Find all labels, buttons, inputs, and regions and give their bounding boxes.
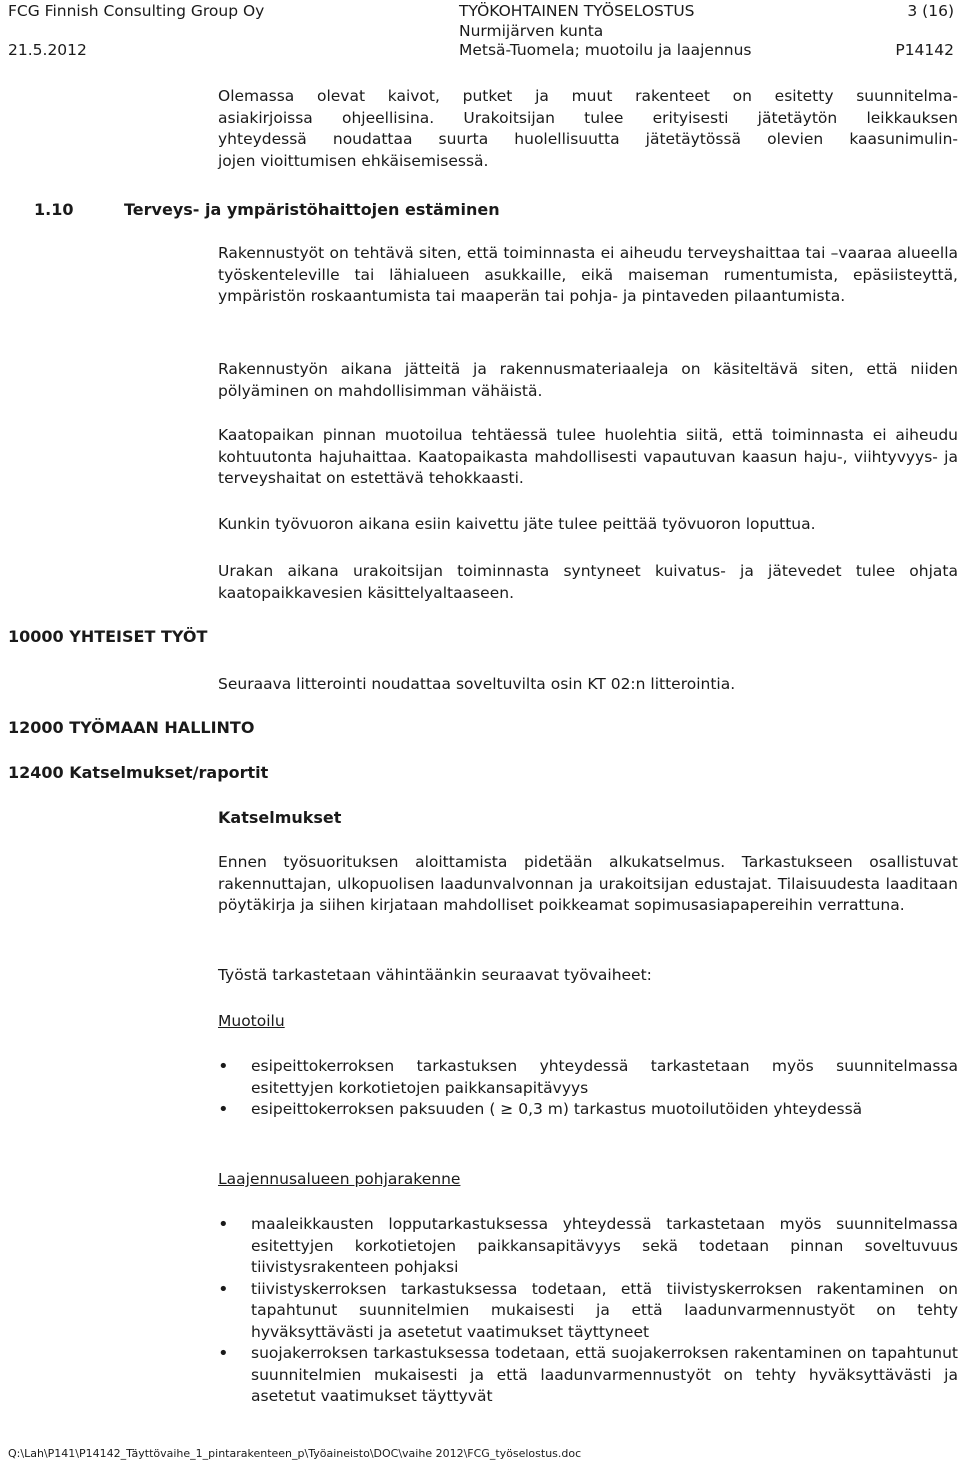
document-title: TYÖKOHTAINEN TYÖSELOSTUS bbox=[459, 2, 695, 20]
list-item: • maaleikkausten lopputarkastuksessa yhteydessä tarkastetaan myös suunnitelmassa esitettyjen korkotietojen paikkansapitävyys sekä todetaan pinnan soveltuvuus tiivistysrakenteen pohjaksi bbox=[218, 1214, 958, 1279]
heading-10000: 10000 YHTEISET TYÖT bbox=[8, 627, 208, 646]
list-item: • esipeittokerroksen paksuuden ( ≥ 0,3 m) tarkastus muotoilutöiden yhteydessä bbox=[218, 1099, 958, 1121]
document-date: 21.5.2012 bbox=[8, 41, 87, 59]
laajennus-list bbox=[218, 1214, 958, 1408]
katselmukset-intro: Työstä tarkastetaan vähintäänkin seuraavat työvaiheet: bbox=[218, 966, 652, 984]
litterointi-note: Seuraava litterointi noudattaa soveltuvilta osin KT 02:n litterointia. bbox=[218, 675, 736, 693]
section-paragraph: Rakennustyöt on tehtävä siten, että toiminnasta ei aiheudu terveyshaittaa tai –vaaraa alueella työskenteleville tai lähialueen asukkaille, eikä maiseman rumentumista, epäsiisteyttä, ympäristön roskaantumista tai maaperän tai pohja- ja pintaveden pilaantumista. bbox=[218, 244, 958, 305]
heading-12400: 12400 Katselmukset/raportit bbox=[8, 763, 269, 782]
project-number: P14142 bbox=[895, 41, 954, 59]
section-paragraph: Rakennustyön aikana jätteitä ja rakennusmateriaaleja on käsiteltävä siten, että niiden pölyäminen on mahdollisimman vähäistä. bbox=[218, 360, 958, 400]
intro-line: yhteydessä noudattaa suurta huolellisuutta jätetäytössä olevien kaasunimulin- bbox=[218, 130, 958, 148]
project-name: Metsä-Tuomela; muotoilu ja laajennus bbox=[459, 41, 752, 59]
muotoilu-subheading: Muotoilu bbox=[218, 1012, 285, 1030]
company-name: FCG Finnish Consulting Group Oy bbox=[8, 2, 265, 20]
muotoilu-list bbox=[218, 1056, 958, 1121]
section-heading: Terveys- ja ympäristöhaittojen estäminen bbox=[124, 200, 500, 219]
list-item: • tiivistyskerroksen tarkastuksessa todetaan, että tiivistyskerroksen rakentaminen on tapahtunut suunnitelmien mukaisesti ja että laadunvarmennustyöt on tehty hyväksyttävästi ja asetetut vaatimukset täyttyneet bbox=[218, 1279, 958, 1344]
intro-line: asiakirjoissa ohjeellisina. Urakoitsijan tulee erityisesti jätetäytön leikkauksen bbox=[218, 108, 958, 127]
katselmukset-title: Katselmukset bbox=[218, 808, 342, 827]
section-number: 1.10 bbox=[34, 200, 74, 219]
intro-line: Olemassa olevat kaivot, putket ja muut rakenteet on esitetty suunnitelma- bbox=[218, 87, 958, 105]
municipality: Nurmijärven kunta bbox=[459, 22, 604, 40]
list-item: • esipeittokerroksen tarkastuksen yhteydessä tarkastetaan myös suunnitelmassa esitettyjen korkotietojen paikkansapitävyys bbox=[218, 1056, 958, 1099]
heading-12000: 12000 TYÖMAAN HALLINTO bbox=[8, 718, 255, 737]
footer-file-path: Q:\Lah\P141\P14142_Täyttövaihe_1_pintarakenteen_p\Työaineisto\DOC\vaihe 2012\FCG_työselostus.doc bbox=[8, 1447, 582, 1460]
section-paragraph: Urakan aikana urakoitsijan toiminnasta syntyneet kuivatus- ja jätevedet tulee ohjata kaatopaikkavesien käsittelyaltaaseen. bbox=[218, 562, 958, 602]
list-item: • suojakerroksen tarkastuksessa todetaan, että suojakerroksen rakentaminen on tapahtunut suunnitelmien mukaisesti ja että laadunvarmennustyöt on tehty hyväksyttävästi ja asetetut vaatimukset täyttyvät bbox=[218, 1343, 958, 1408]
katselmukset-paragraph: Ennen työsuorituksen aloittamista pidetään alkukatselmus. Tarkastukseen osallistuvat rakennuttajan, ulkopuolisen laadunvalvonnan ja urakoitsijan edustajat. Tilaisuudesta laaditaan pöytäkirja ja siihen kirjataan mahdolliset poikkeamat sopimusasiapapereihin verrattuna. bbox=[218, 853, 958, 914]
page-number: 3 (16) bbox=[907, 2, 954, 20]
section-paragraph: Kaatopaikan pinnan muotoilua tehtäessä tulee huolehtia siitä, että toiminnasta ei aiheudu kohtuutonta hajuhaittaa. Kaatopaikasta mahdollisesti vapautuvan kaasun haju-, viihtyvyys- ja terveyshaitat on estettävä tehokkaasti. bbox=[218, 426, 958, 487]
intro-line: jojen vioittumisen ehkäisemisessä. bbox=[218, 151, 489, 170]
laajennus-subheading: Laajennusalueen pohjarakenne bbox=[218, 1170, 461, 1188]
intro-paragraph bbox=[218, 86, 958, 172]
section-paragraph: Kunkin työvuoron aikana esiin kaivettu jäte tulee peittää työvuoron loputtua. bbox=[218, 515, 816, 533]
